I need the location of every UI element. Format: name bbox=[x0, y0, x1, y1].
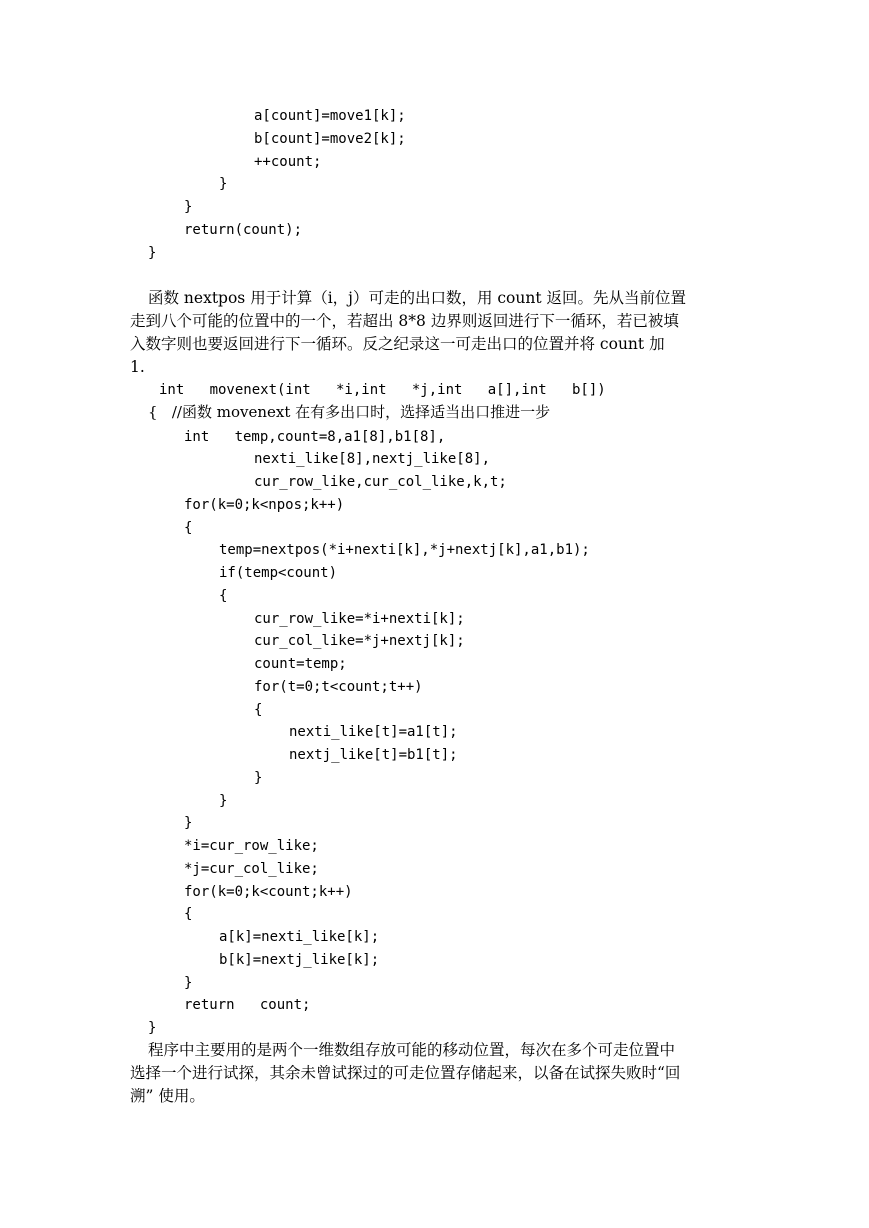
code-line: } bbox=[254, 770, 263, 786]
code-line: for(k=0;k<count;k++) bbox=[184, 884, 353, 900]
code-line: count=temp; bbox=[254, 656, 347, 672]
code-line: ++count; bbox=[254, 154, 322, 170]
code-line: cur_col_like=*j+nextj[k]; bbox=[254, 633, 465, 649]
code-line: temp=nextpos(*i+nexti[k],*j+nextj[k],a1,b1); bbox=[219, 542, 590, 558]
code-line: } bbox=[184, 199, 193, 215]
code-line: for(t=0;t<count;t++) bbox=[254, 679, 423, 695]
code-line: { bbox=[184, 906, 193, 922]
code-line: *i=cur_row_like; bbox=[184, 838, 319, 854]
code-line: int temp,count=8,a1[8],b1[8], bbox=[184, 429, 446, 445]
code-line: { bbox=[254, 702, 263, 718]
text-line: 函数 nextpos 用于计算（i，j）可走的出口数，用 count 返回。先从当前位置 bbox=[148, 289, 687, 307]
code-line: *j=cur_col_like; bbox=[184, 861, 319, 877]
code-line: int movenext(int *i,int *j,int a[],int b[]) bbox=[159, 382, 606, 398]
text-line: 选择一个进行试探，其余未曾试探过的可走位置存储起来，以备在试探失败时“回 bbox=[130, 1064, 681, 1082]
code-line: } bbox=[219, 176, 228, 192]
code-line: if(temp<count) bbox=[219, 565, 338, 581]
text-line: 走到八个可能的位置中的一个，若超出 8*8 边界则返回进行下一循环，若已被填 bbox=[130, 312, 679, 330]
code-line: b[k]=nextj_like[k]; bbox=[219, 952, 380, 968]
code-line: } bbox=[148, 1020, 157, 1036]
code-line: cur_row_like=*i+nexti[k]; bbox=[254, 611, 465, 627]
code-line: nextj_like[t]=b1[t]; bbox=[289, 747, 458, 763]
code-line: a[count]=move1[k]; bbox=[254, 108, 406, 124]
text-line: 入数字则也要返回进行下一循环。反之纪录这一可走出口的位置并将 count 加 bbox=[130, 335, 665, 353]
code-line: b[count]=move2[k]; bbox=[254, 131, 406, 147]
code-line: } bbox=[184, 815, 193, 831]
code-line: cur_row_like,cur_col_like,k,t; bbox=[254, 474, 507, 490]
code-line: a[k]=nexti_like[k]; bbox=[219, 929, 380, 945]
code-line: nexti_like[8],nextj_like[8], bbox=[254, 451, 491, 467]
code-line: { bbox=[219, 588, 228, 604]
code-line: { bbox=[184, 520, 193, 536]
code-line: return(count); bbox=[184, 222, 303, 238]
text-line: 程序中主要用的是两个一维数组存放可能的移动位置，每次在多个可走位置中 bbox=[148, 1041, 676, 1059]
text-line: 溯” 使用。 bbox=[130, 1087, 205, 1105]
code-line: { //函数 movenext 在有多出口时，选择适当出口推进一步 bbox=[148, 403, 551, 421]
code-line: for(k=0;k<npos;k++) bbox=[184, 497, 345, 513]
text-line: 1. bbox=[130, 358, 145, 376]
code-line: } bbox=[148, 245, 157, 261]
code-line: } bbox=[219, 793, 228, 809]
code-line: } bbox=[184, 975, 193, 991]
code-line: return count; bbox=[184, 997, 311, 1013]
code-line: nexti_like[t]=a1[t]; bbox=[289, 724, 458, 740]
